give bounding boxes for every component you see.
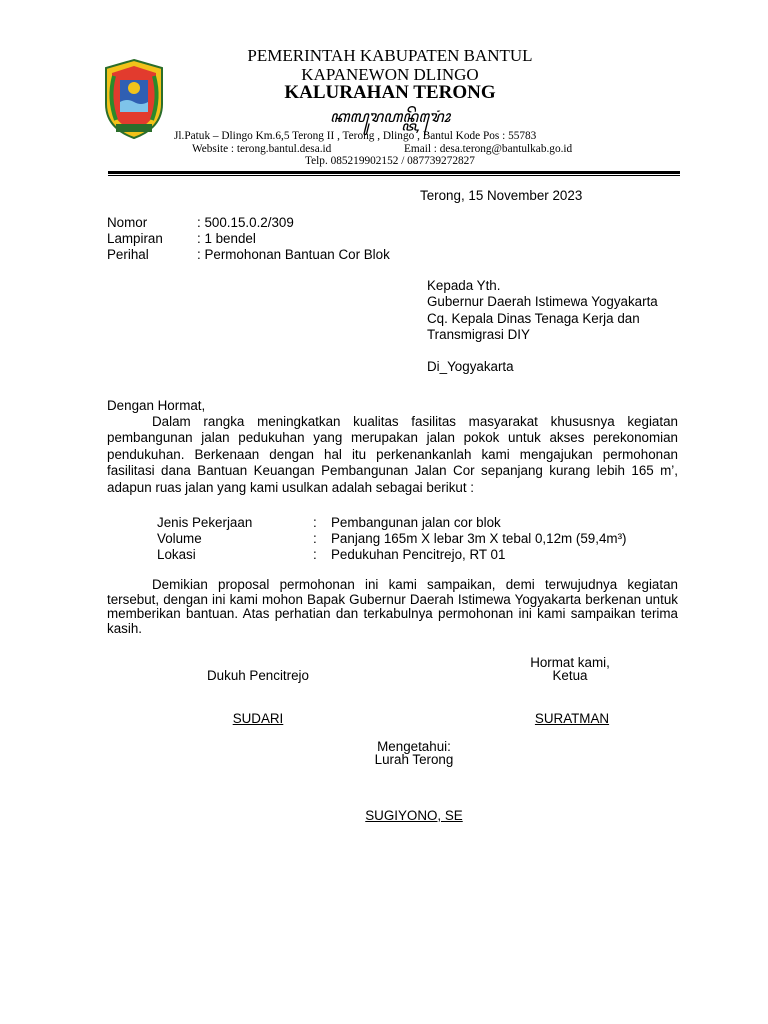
signature-right-greeting: Hormat kami, <box>530 655 610 670</box>
letterhead-divider-thick <box>108 171 680 174</box>
salutation: Dengan Hormat, <box>107 398 206 413</box>
nomor-value: : 500.15.0.2/309 <box>197 215 294 230</box>
letterhead-divider-thin <box>108 175 680 176</box>
signature-mid-name: SUGIYONO, SE <box>365 808 463 823</box>
recipient-attention-cont: Transmigrasi DIY <box>427 327 530 342</box>
detail-value: Pembangunan jalan cor blok <box>331 515 501 530</box>
letterhead-phone: Telp. 085219902152 / 087739272827 <box>305 155 475 167</box>
letterhead-address: Jl.Patuk – Dlingo Km.6,5 Terong II , Terong , Dlingo , Bantul Kode Pos : 55783 <box>174 130 537 142</box>
detail-separator: : <box>313 515 317 530</box>
detail-label: Lokasi <box>157 547 196 562</box>
nomor-label: Nomor <box>107 215 148 230</box>
signature-right-title: Ketua <box>552 668 588 683</box>
letterhead-village: KALURAHAN TERONG <box>284 82 496 103</box>
letterhead-website: Website : terong.bantul.desa.id <box>192 143 332 155</box>
lampiran-value: : 1 bendel <box>197 231 256 246</box>
signature-right-name: SURATMAN <box>534 711 610 726</box>
recipient-location: Di_Yogyakarta <box>427 359 514 374</box>
recipient-attention: Cq. Kepala Dinas Tenaga Kerja dan <box>427 311 640 326</box>
body-paragraph-2: Demikian proposal permohonan ini kami sampaikan, demi terwujudnya kegiatan tersebut, dengan ini kami mohon Bapak Gubernur Daerah Istimewa Yogyakarta berkenan untuk memberikan bantuan. Atas perhatian dan terkabulnya permohonan ini kami sampaikan terima kasih. <box>107 577 678 636</box>
detail-separator: : <box>313 531 317 546</box>
detail-label: Volume <box>157 531 202 546</box>
letterhead-javanese-script: ꦏꦭꦸꦫꦲꦤ꧀ꦠꦼꦫꦺꦴꦁ <box>329 109 451 126</box>
detail-value: Pedukuhan Pencitrejo, RT 01 <box>331 547 506 562</box>
letter-date: Terong, 15 November 2023 <box>420 188 583 203</box>
signature-mid-title: Lurah Terong <box>374 752 454 767</box>
recipient-greeting: Kepada Yth. <box>427 278 501 293</box>
lampiran-label: Lampiran <box>107 231 163 246</box>
detail-value: Panjang 165m X lebar 3m X tebal 0,12m (59,4m³) <box>331 531 627 546</box>
regency-emblem-logo <box>102 58 166 140</box>
letterhead-government: PEMERINTAH KABUPATEN BANTUL <box>247 46 533 65</box>
detail-separator: : <box>313 547 317 562</box>
body-paragraph-1: Dalam rangka meningkatkan kualitas fasilitas masyarakat khususnya kegiatan pembangunan jalan pedukuhan yang merupakan jalan pokok untuk akses perekonomian pendukuhan. Berkenaan dengan hal itu perkenankanlah kami mengajukan permohonan fasilitasi dana Bantuan Keuangan Pembangunan Jalan Cor sepanjang kurang lebih 165 m’, adapun ruas jalan yang kami usulkan adalah sebagai berikut : <box>107 414 678 495</box>
detail-label: Jenis Pekerjaan <box>157 515 253 530</box>
signature-mid-label: Mengetahui: <box>377 739 451 754</box>
letterhead-district: KAPANEWON DLINGO <box>301 65 479 84</box>
recipient-name: Gubernur Daerah Istimewa Yogyakarta <box>427 294 658 309</box>
signature-left-title: Dukuh Pencitrejo <box>207 668 309 683</box>
letterhead-email: Email : desa.terong@bantulkab.go.id <box>404 143 573 155</box>
perihal-label: Perihal <box>107 247 149 262</box>
signature-left-name: SUDARI <box>232 711 284 726</box>
perihal-value: : Permohonan Bantuan Cor Blok <box>197 247 390 262</box>
